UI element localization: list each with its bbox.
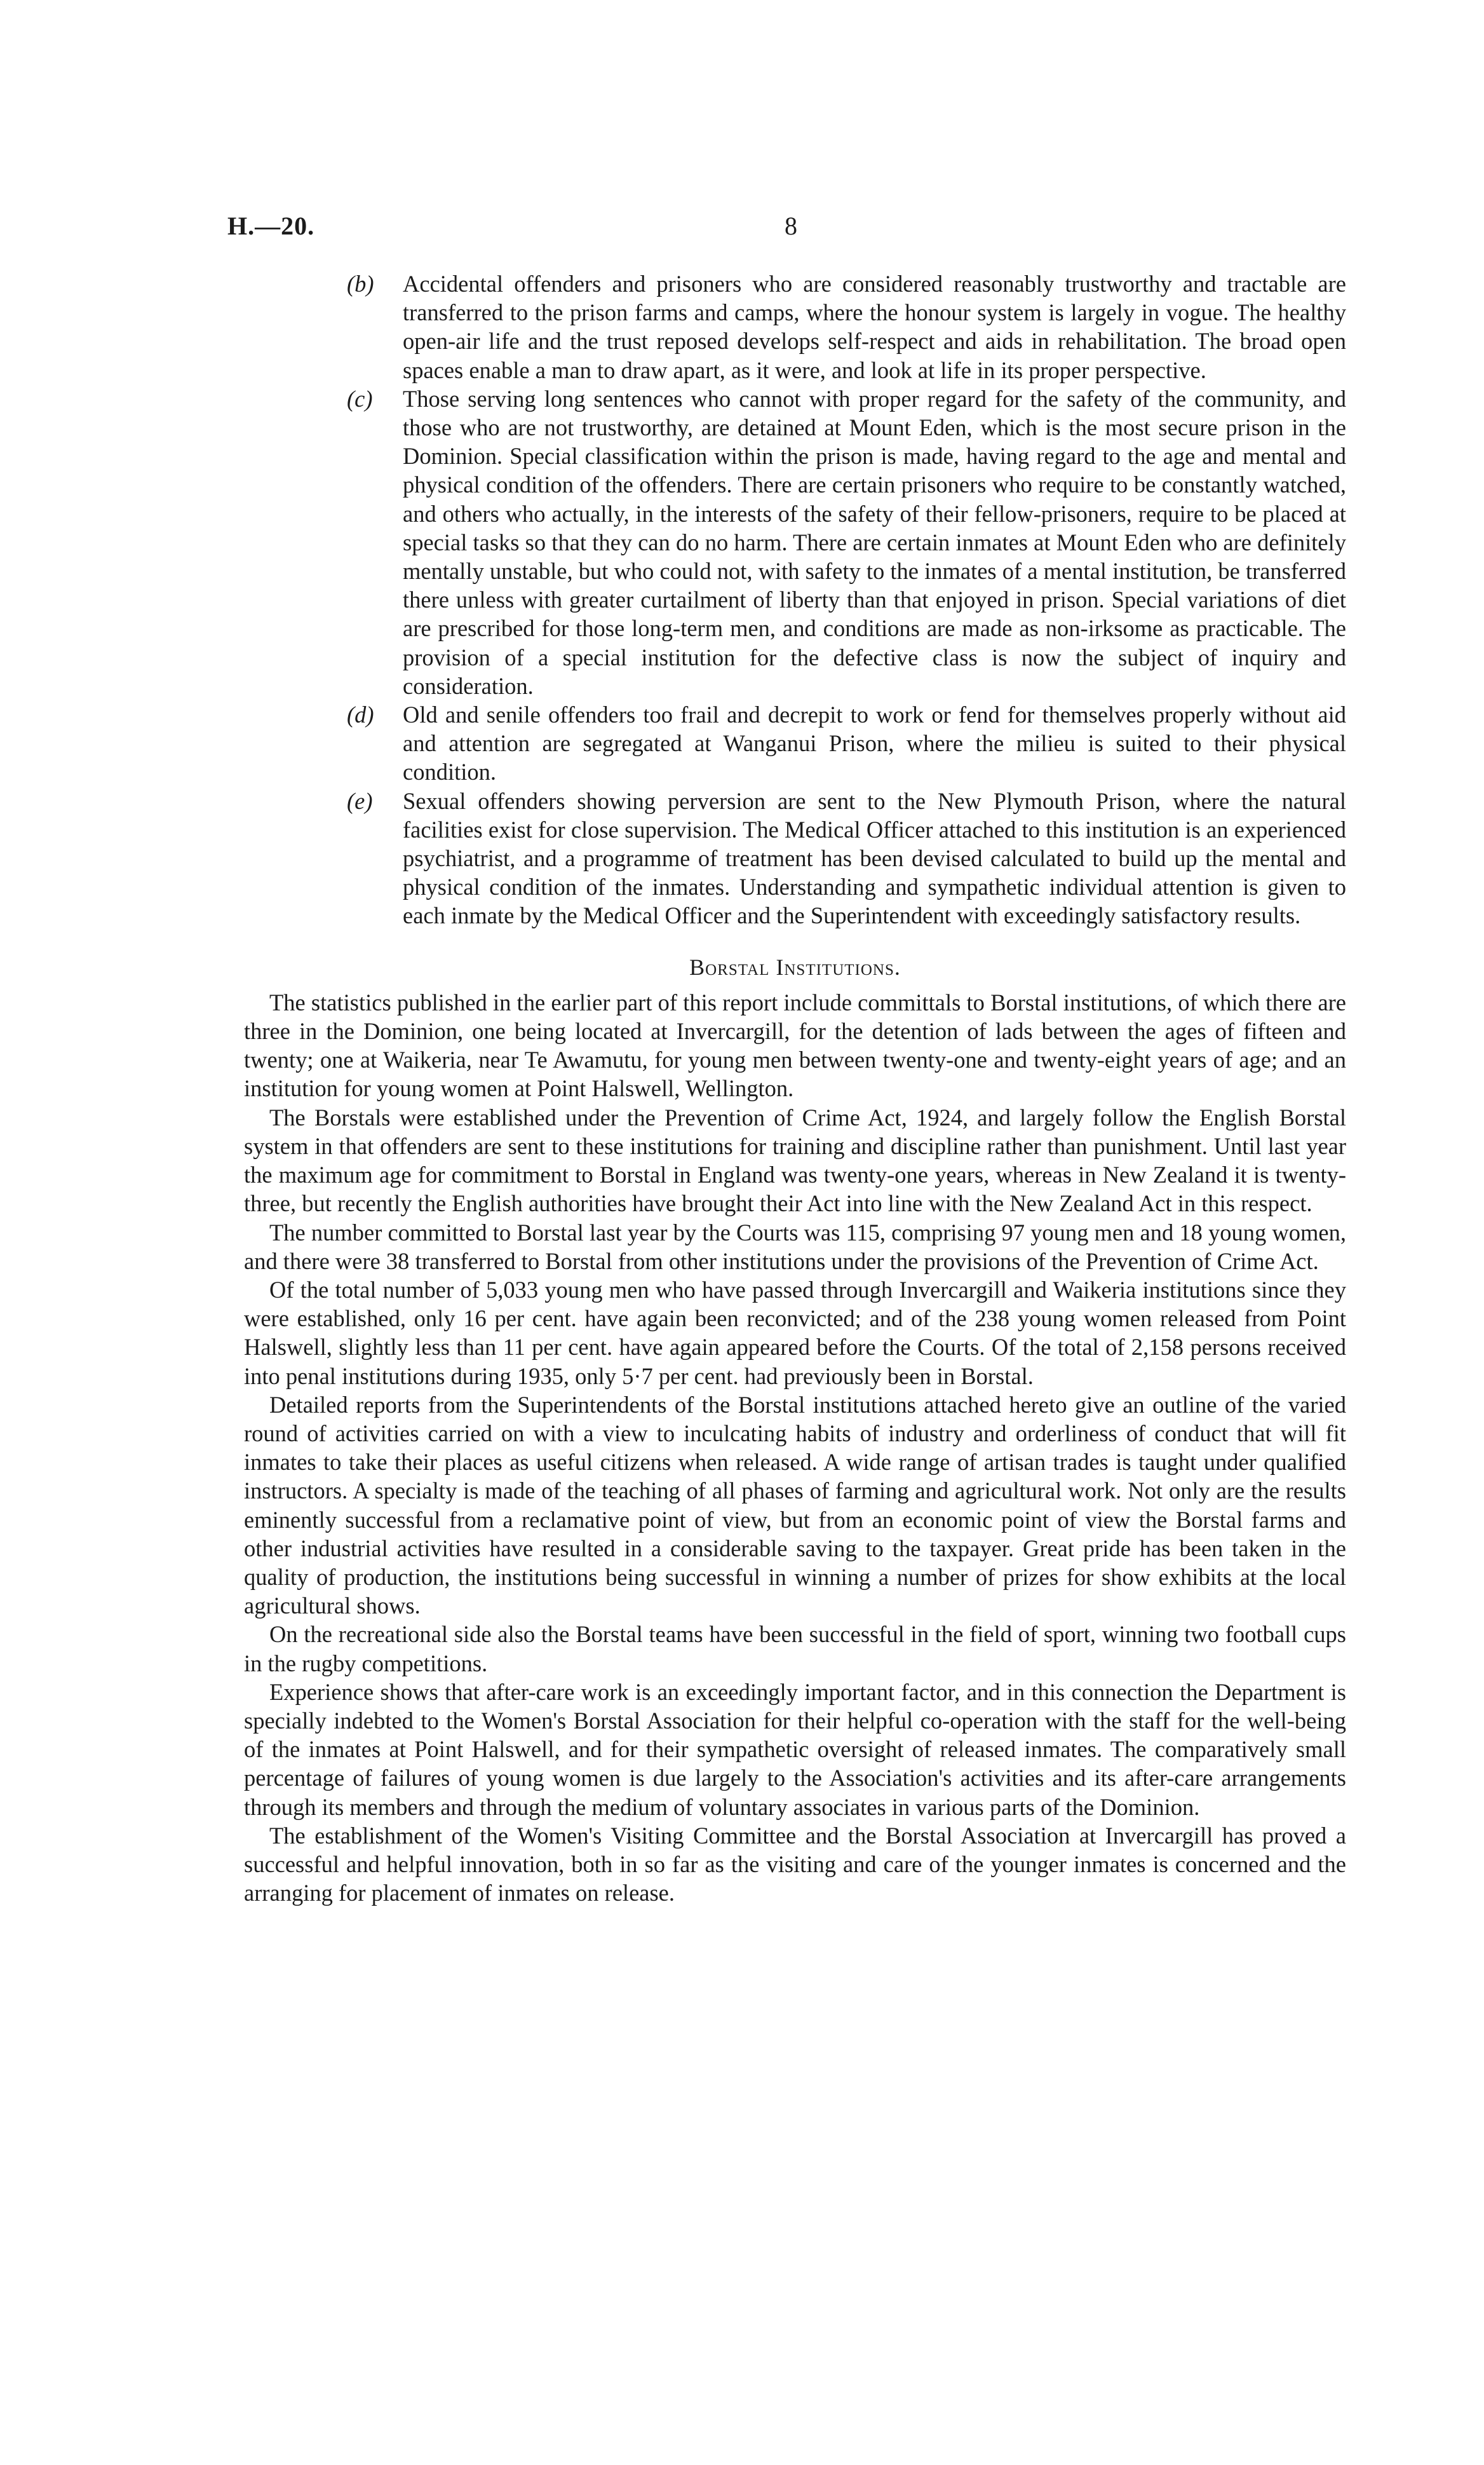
list-item-label: (b) bbox=[347, 271, 374, 297]
paragraph-visiting-committee: The establishment of the Women's Visiting Committee and the Borstal Association at Invercargill has proved a successful and helpful innovation, both in so far as the visiting and care of the younger inmates is concerned and the arranging for placement of inmates on release. bbox=[244, 1822, 1346, 1906]
list-item-label: (e) bbox=[347, 787, 373, 814]
paragraph-statistics: The statistics published in the earlier part of this report include committals to Borstal institutions, of which there are three in the Dominion, one being located at Invercargill, for the detention of lads between the ages of fifteen and twenty; one at Waikeria, near Te Awamutu, for young men between twenty-one and twenty-eight years of age; and an institution for young women at Point Halswell, Wellington. bbox=[244, 989, 1346, 1102]
paragraph-reconvictions: Of the total number of 5,033 young men who have passed through Invercargill and Waikeria institutions since they were established, only 16 per cent. have again been reconvicted; and of the 238 young women released from Point Halswell, slightly less than 11 per cent. have again appeared before the Courts. Of the total of 2,158 persons received into penal institutions during 1935, only 5·7 per cent. had previously been in Borstal. bbox=[244, 1276, 1346, 1389]
paragraph-activities: Detailed reports from the Superintendents of the Borstal institutions attached hereto give an outline of the varied round of activities carried on with a view to inculcating habits of industry and orderliness of conduct that will fit inmates to take their places as useful citizens when released. A wide range of artisan trades is taught under qualified instructors. A specialty is made of the teaching of all phases of farming and agricultural work. Not only are the results eminently successful from a reclamative point of view, but from an economic point of view the Borstal farms and other industrial activities have resulted in a considerable saving to the taxpayer. Great pride has been taken in the quality of production, the institutions being successful in winning a number of prizes for show exhibits at the local agricultural shows. bbox=[244, 1391, 1346, 1619]
page-content bbox=[244, 269, 1346, 1907]
list-item-text: Accidental offenders and prisoners who are considered reasonably trustworthy and tractable are transferred to the prison farms and camps, where the honour system is largely in vogue. The healthy open-air life and the trust reposed develops self-respect and aids in rehabilitation. The broad open spaces enable a man to draw apart, as it were, and look at life in its proper perspective. bbox=[403, 271, 1346, 383]
page-header bbox=[227, 211, 1354, 249]
page-number: 8 bbox=[785, 212, 797, 240]
classification-list bbox=[347, 269, 1346, 930]
paragraph-after-care: Experience shows that after-care work is an exceedingly important factor, and in this connection the Department is specially indebted to the Women's Borstal Association for their helpful co-operation with the staff for the well-being of the inmates at Point Halswell, and for their sympathetic oversight of released inmates. The comparatively small percentage of failures of young women is due largely to the Association's activities and its after-care arrangements through its members and through the medium of voluntary associates in various parts of the Dominion. bbox=[244, 1678, 1346, 1820]
paragraph-committals: The number committed to Borstal last year by the Courts was 115, comprising 97 young men and 18 young women, and there were 38 transferred to Borstal from other institutions under the provisions of the Prevention of Crime Act. bbox=[244, 1219, 1346, 1274]
list-item-text: Sexual offenders showing perversion are sent to the New Plymouth Prison, where the natural facilities exist for close supervision. The Medical Officer attached to this institution is an experienced psychiatrist, and a programme of treatment has been devised calculated to build up the mental and physical condition of the inmates. Understanding and sympathetic individual attention is given to each inmate by the Medical Officer and the Superintendent with exceedingly satisfactory results. bbox=[403, 787, 1346, 929]
section-heading: Borstal Institutions. bbox=[689, 954, 901, 980]
paragraph-establishment: The Borstals were established under the Prevention of Crime Act, 1924, and largely follow the English Borstal system in that offenders are sent to these institutions for training and discipline rather than punishment. Until last year the maximum age for commitment to Borstal in England was twenty-one years, whereas in New Zealand it is twenty-three, but recently the English authorities have brought their Act into line with the New Zealand Act in this respect. bbox=[244, 1104, 1346, 1217]
list-item-b bbox=[347, 269, 1346, 384]
list-item-text: Old and senile offenders too frail and decrepit to work or fend for themselves properly without aid and attention are segregated at Wanganui Prison, where the milieu is suited to their physical condition. bbox=[403, 702, 1346, 785]
paragraph-recreation: On the recreational side also the Borstal teams have been successful in the field of sport, winning two football cups in the rugby competitions. bbox=[244, 1621, 1346, 1676]
list-item-label: (d) bbox=[347, 702, 374, 728]
list-item-c bbox=[347, 384, 1346, 700]
list-item-text: Those serving long sentences who cannot with proper regard for the safety of the community, and those who are not trustworthy, are detained at Mount Eden, which is the most secure prison in the Dominion. Special classification within the prison is made, having regard to the age and mental and physical condition of the offenders. There are certain prisoners who require to be constantly watched, and others who actually, in the interests of the safety of their fellow-prisoners, require to be placed at special tasks so that they can do no harm. There are certain inmates at Mount Eden who are definitely mentally unstable, but who could not, with safety to the inmates of a mental institution, be transferred there unless with greater curtailment of liberty than that enjoyed in prison. Special variations of diet are prescribed for those long-term men, and conditions are made as non-irksome as practicable. The provision of a special institution for the defective class is now the subject of inquiry and consideration. bbox=[403, 385, 1347, 699]
list-item-e bbox=[347, 787, 1346, 930]
list-item-label: (c) bbox=[347, 385, 373, 412]
list-item-d bbox=[347, 700, 1346, 787]
document-reference: H.—20. bbox=[227, 212, 315, 240]
